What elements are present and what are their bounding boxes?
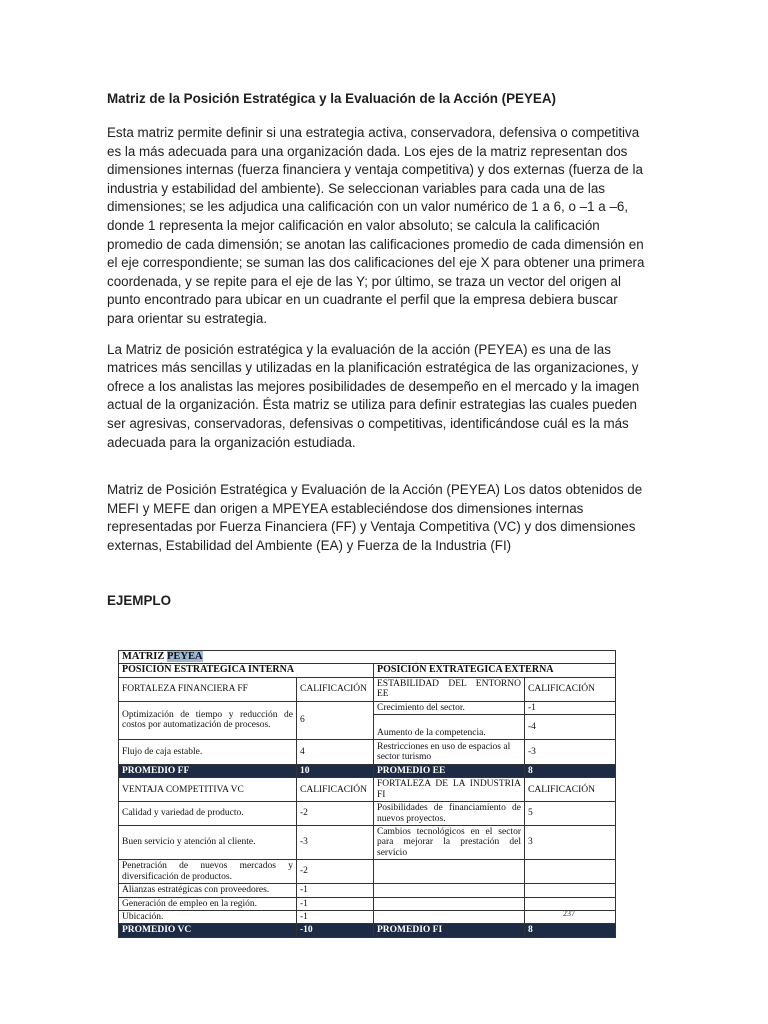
vc-factor: Buen servicio y atención al cliente. <box>119 826 297 860</box>
calif-header: CALIFICACIÓN <box>525 677 616 701</box>
external-position-header: POSICIÓN EXTRATEGICA EXTERNA <box>374 664 616 677</box>
peyea-table-image <box>118 650 615 938</box>
calif-header: CALIFICACIÓN <box>297 778 374 802</box>
table-row <box>119 802 616 826</box>
fi-factor: Posibilidades de financiamiento de nuevos proyectos. <box>374 802 525 826</box>
ee-factor: Restricciones en uso de espacios al sector turismo <box>374 740 525 765</box>
ff-factor: Flujo de caja estable. <box>119 740 297 765</box>
vc-factor: Calidad y variedad de producto. <box>119 802 297 826</box>
vc-value: -1 <box>297 910 374 923</box>
empty-cell <box>374 860 525 884</box>
ee-factor: Aumento de la competencia. <box>374 715 525 740</box>
promedio-ff-value: 10 <box>297 765 374 778</box>
empty-cell <box>525 860 616 884</box>
ee-label: ESTABILIDAD DEL ENTORNO EE <box>374 677 525 701</box>
vc-value: -3 <box>297 826 374 860</box>
highlighted-text: PEYEA <box>167 651 203 662</box>
calif-header: CALIFICACIÓN <box>525 778 616 802</box>
ee-factor: Crecimiento del sector. <box>374 701 525 714</box>
internal-position-header: POSICIÓN ESTRATEGICA INTERNA <box>119 664 374 677</box>
fi-factor: Cambios tecnológicos en el sector para mejorar la prestación del servicio <box>374 826 525 860</box>
vc-value: -2 <box>297 802 374 826</box>
table-row <box>119 677 616 701</box>
fi-value: 3 <box>525 826 616 860</box>
table-title-row <box>119 651 616 664</box>
empty-cell <box>374 884 525 897</box>
ff-factor: Optimización de tiempo y reducción de costos por automatización de procesos. <box>119 701 297 739</box>
vc-factor: Penetración de nuevos mercados y diversificación de productos. <box>119 860 297 884</box>
paragraph-2: La Matriz de posición estratégica y la evaluación de la acción (PEYEA) es una de las matrices más sencillas y utilizadas en la planificación estratégica de las organizaciones, y ofrece a los analistas las mejores posibilidades de desempeño en el mercado y la imagen actual de la organización. Ésta matriz se utiliza para definir estrategias las cuales pueden ser agresivas, conservadoras, defensivas o competitivas, identificándose cuál es la más adecuada para la organización estudiada. <box>107 341 640 450</box>
table-row <box>119 701 616 714</box>
table-header-row <box>119 664 616 677</box>
peyea-matrix-table <box>118 650 616 938</box>
vc-value: -1 <box>297 884 374 897</box>
fi-value: 5 <box>525 802 616 826</box>
table-title: MATRIZ PEYEA <box>119 651 616 664</box>
promedio-ff-label: PROMEDIO FF <box>119 765 297 778</box>
document-title: Matriz de la Posición Estratégica y la Evaluación de la Acción (PEYEA) <box>107 91 556 106</box>
empty-cell <box>374 910 525 923</box>
promedio-ee-value: 8 <box>525 765 616 778</box>
page-number: 237 <box>563 909 575 918</box>
vc-factor: Generación de empleo en la región. <box>119 897 297 910</box>
empty-cell <box>374 897 525 910</box>
example-heading: EJEMPLO <box>107 593 171 609</box>
table-row <box>119 897 616 910</box>
ee-value: -1 <box>525 701 616 714</box>
table-row <box>119 860 616 884</box>
ff-value: 6 <box>297 701 374 739</box>
promedio-row <box>119 924 616 937</box>
empty-cell <box>525 884 616 897</box>
promedio-row <box>119 765 616 778</box>
calif-header: CALIFICACIÓN <box>297 677 374 701</box>
paragraph-3: Matriz de Posición Estratégica y Evaluación de la Acción (PEYEA) Los datos obtenidos de MEFI y MEFE dan origen a MPEYEA estableciéndose dos dimensiones internas representadas por Fuerza Financiera (FF) y Ventaja Competitiva (VC) y dos dimensiones externas, Estabilidad del Ambiente (EA) y Fuerza de la Industria (FI) <box>107 482 643 553</box>
fi-label: FORTALEZA DE LA INDUSTRIA FI <box>374 778 525 802</box>
ff-value: 4 <box>297 740 374 765</box>
ee-value: -4 <box>525 715 616 740</box>
promedio-ee-label: PROMEDIO EE <box>374 765 525 778</box>
ee-value: -3 <box>525 740 616 765</box>
paragraph-1: Esta matriz permite definir si una estrategia activa, conservadora, defensiva o competitiva es la más adecuada para una organización dada. Los ejes de la matriz representan dos dimensiones internas (fuerza financiera y ventaja competitiva) y dos externas (fuerza de la industria y estabilidad del ambiente). Se seleccionan variables para cada una de las dimensiones; se les adjudica una calificación con un valor numérico de 1 a 6, o –1 a –6, donde 1 representa la mejor calificación en valor absoluto; se calcula la calificación promedio de cada dimensión; se anotan las calificaciones promedio de cada dimensión en el eje correspondiente; se suman las dos calificaciones del eje X para obtener una primera coordenada, y se repite para el eje de las Y; por último, se traza un vector del origen al punto encontrado para ubicar en un cuadrante el perfil que la empresa debiera buscar para orientar su estrategia. <box>107 125 645 326</box>
promedio-vc-value: -10 <box>297 924 374 937</box>
promedio-vc-label: PROMEDIO VC <box>119 924 297 937</box>
vc-value: -2 <box>297 860 374 884</box>
table-row <box>119 910 616 923</box>
promedio-fi-value: 8 <box>525 924 616 937</box>
ff-label: FORTALEZA FINANCIERA FF <box>119 677 297 701</box>
table-row <box>119 826 616 860</box>
vc-factor: Ubicación. <box>119 910 297 923</box>
vc-label: VENTAJA COMPETITIVA VC <box>119 778 297 802</box>
table-row <box>119 740 616 765</box>
vc-factor: Alianzas estratégicas con proveedores. <box>119 884 297 897</box>
table-row <box>119 778 616 802</box>
table-row <box>119 884 616 897</box>
vc-value: -1 <box>297 897 374 910</box>
promedio-fi-label: PROMEDIO FI <box>374 924 525 937</box>
document-body <box>107 90 647 608</box>
